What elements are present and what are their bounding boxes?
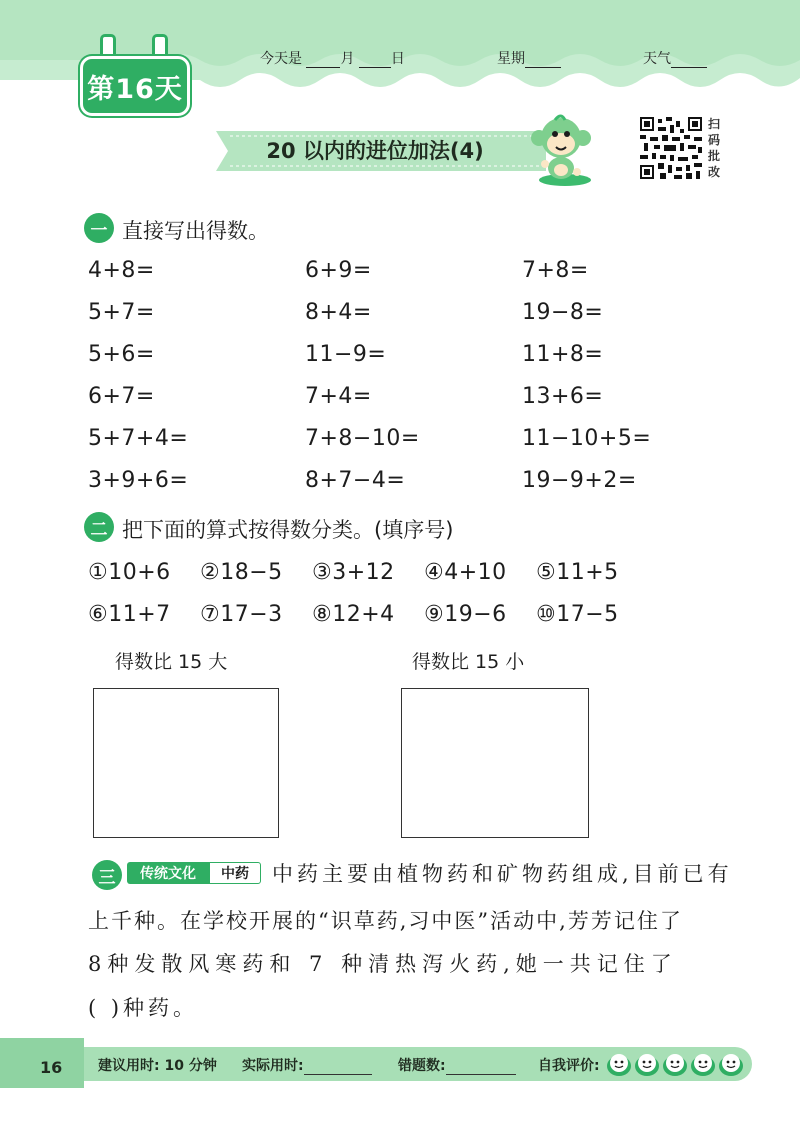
- equation[interactable]: 5+7=: [88, 300, 155, 325]
- culture-tag: 传统文化: [127, 862, 209, 884]
- classify-item: ②18−5: [200, 560, 283, 585]
- errors-label: 错题数:: [398, 1058, 446, 1074]
- actual-time-line: [242, 1055, 372, 1075]
- medicine-tag: 中药: [209, 862, 261, 884]
- smiley-rating-icon[interactable]: [717, 1050, 745, 1078]
- qr-label-4: 改: [707, 165, 720, 179]
- day-blank[interactable]: [359, 53, 391, 68]
- equation[interactable]: 5+7+4=: [88, 426, 189, 451]
- page-title: 20 以内的进位加法(4): [266, 139, 484, 163]
- equation[interactable]: 8+7−4=: [305, 468, 406, 493]
- equation[interactable]: 11+8=: [522, 342, 604, 367]
- classify-item: ④4+10: [424, 560, 507, 585]
- equation[interactable]: 7+8−10=: [305, 426, 420, 451]
- section-1-number: 一: [84, 213, 114, 243]
- equation[interactable]: 7+8=: [522, 258, 589, 283]
- box-left-label: 得数比 15 大: [115, 651, 228, 673]
- classify-item: ⑨19−6: [424, 602, 507, 627]
- classify-item: ⑤11+5: [536, 560, 619, 585]
- section-1-title: 直接写出得数。: [122, 219, 269, 243]
- classify-item: ③3+12: [312, 560, 395, 585]
- equation[interactable]: 5+6=: [88, 342, 155, 367]
- section-2-title: 把下面的算式按得数分类。(填序号): [122, 518, 454, 542]
- weather-label: 天气: [643, 51, 671, 67]
- equation[interactable]: 6+7=: [88, 384, 155, 409]
- equation[interactable]: 6+9=: [305, 258, 372, 283]
- equation[interactable]: 4+8=: [88, 258, 155, 283]
- smiley-rating-icon[interactable]: [605, 1050, 633, 1078]
- section-2-number: 二: [84, 512, 114, 542]
- classify-item: ①10+6: [88, 560, 171, 585]
- box-right-label: 得数比 15 小: [412, 651, 525, 673]
- weather-line: [643, 48, 707, 68]
- section-3-number: 三: [92, 860, 122, 890]
- equation[interactable]: 19−8=: [522, 300, 604, 325]
- errors-blank[interactable]: [446, 1060, 516, 1075]
- equation[interactable]: 19−9+2=: [522, 468, 637, 493]
- actual-time-blank[interactable]: [304, 1060, 372, 1075]
- classify-item: ⑦17−3: [200, 602, 283, 627]
- qr-code-icon[interactable]: [640, 117, 702, 179]
- classify-item: ⑧12+4: [312, 602, 395, 627]
- equation[interactable]: 8+4=: [305, 300, 372, 325]
- actual-time-label: 实际用时:: [242, 1058, 304, 1074]
- classify-item: ⑥11+7: [88, 602, 171, 627]
- suggested-time: 建议用时: 10 分钟: [98, 1058, 217, 1074]
- qr-label-1: 扫: [707, 117, 720, 131]
- equation[interactable]: 3+9+6=: [88, 468, 189, 493]
- answer-box-less[interactable]: [401, 688, 589, 838]
- story-answer-line[interactable]: ( )种药。: [88, 996, 199, 1020]
- page-number: 16: [40, 1058, 63, 1077]
- qr-label-2: 码: [707, 133, 720, 147]
- equation[interactable]: 11−10+5=: [522, 426, 652, 451]
- day-badge: 第16天: [80, 56, 190, 116]
- errors-line: [398, 1055, 516, 1075]
- story-line-1: 中药主要由植物药和矿物药组成,目前已有: [272, 862, 733, 886]
- weekday-line: [497, 48, 561, 68]
- equation[interactable]: 7+4=: [305, 384, 372, 409]
- equation[interactable]: 13+6=: [522, 384, 604, 409]
- qr-label-3: 批: [707, 149, 720, 163]
- answer-box-greater[interactable]: [93, 688, 279, 838]
- classify-item: ⑩17−5: [536, 602, 619, 627]
- smiley-rating-icon[interactable]: [661, 1050, 689, 1078]
- month-blank[interactable]: [306, 53, 340, 68]
- month-label: 月: [340, 51, 355, 67]
- today-label: 今天是: [260, 51, 302, 67]
- monkey-mascot-icon: [525, 112, 597, 188]
- weekday-blank[interactable]: [525, 53, 561, 68]
- equation[interactable]: 11−9=: [305, 342, 387, 367]
- day-label: 日: [390, 51, 405, 67]
- smiley-rating-icon[interactable]: [689, 1050, 717, 1078]
- story-line-3: 8种发散风寒药和 7 种清热泻火药,她一共记住了: [88, 952, 678, 976]
- date-line: [260, 48, 405, 68]
- story-line-2: 上千种。在学校开展的“识草药,习中医”活动中,芳芳记住了: [88, 909, 683, 933]
- weekday-label: 星期: [497, 51, 525, 67]
- weather-blank[interactable]: [671, 53, 707, 68]
- smiley-rating-icon[interactable]: [633, 1050, 661, 1078]
- self-eval-label: 自我评价:: [538, 1058, 600, 1074]
